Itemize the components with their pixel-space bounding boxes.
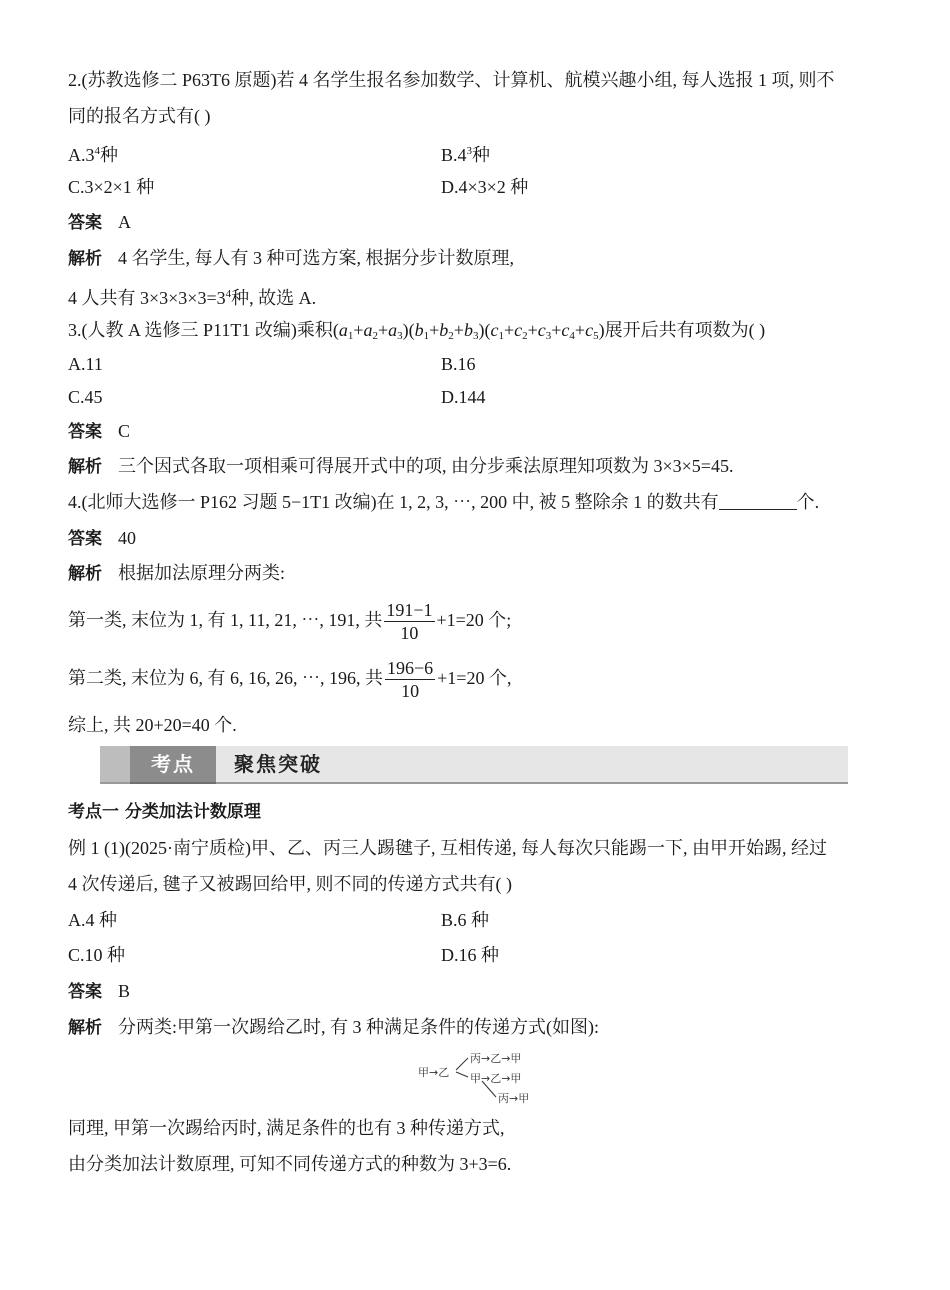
answer-label: 答案 [68,422,102,442]
q4-stem [68,490,819,514]
tree-connector [456,1058,468,1070]
banner-tag: 考点 [130,746,216,784]
q4-summary: 综上, 共 20+20=40 个. [68,715,237,735]
analysis-label: 解析 [68,457,102,477]
q3-option-c: C.45 [68,387,103,407]
q3-option-b: B.16 [441,354,476,374]
q2-option-a-exponent: 4 [94,145,100,157]
analysis-text: 4 名学生, 每人有 3 种可选方案, 根据分步计数原理, [118,248,514,268]
q2-option-b-exponent: 3 [466,145,473,157]
tree-branch-2: 甲→乙→甲 [470,1072,522,1085]
q2-answer [68,210,131,235]
q4-class2 [68,652,511,704]
fraction-numerator: 191−1 [386,600,433,621]
q4-answer [68,526,136,551]
tree-branch-3: 丙→甲 [498,1092,530,1105]
q3-stem: 3.(人教 A 选修三 P11T1 改编)乘积$(a_1+a_2+a_3)(b_1+b_2+b_3)(c_1+c_2+c_3+c_4+c_5)$展开后共有项数为( ) [68,320,766,342]
q3-stem-post: )展开后共有项数为( ) [598,320,766,340]
section-heading: 考点一 分类加法计数原理 [68,802,261,822]
ex1-answer [68,979,130,1004]
q2-option-c: C.3×2×1 种 [68,177,155,197]
q2-option-d: D.4×3×2 种 [441,177,529,197]
q2-option-a-base: A.3 [68,145,95,165]
fraction-denominator: 10 [400,623,419,644]
class1-text: 第一类, 末位为 1, 有 1, 11, 21, ⋯, 191, 共 [68,610,383,630]
banner-accent [100,746,130,782]
fraction-numerator: 196−6 [387,658,434,679]
q4-stem-pre: 4.(北师大选修一 P162 习题 5−1T1 改编)在 1, 2, 3, ⋯, 200 中, 被 5 整除余 1 的数共有 [68,492,719,512]
section-banner [100,746,850,786]
class1-fraction [384,599,434,644]
q4-analysis-line1 [68,561,285,586]
q4-stem-post: 个. [796,492,820,512]
analysis-text: 种, 故选 A. [231,288,317,308]
analysis-text: 分两类:甲第一次踢给乙时, 有 3 种满足条件的传递方式(如图): [118,1017,599,1037]
analysis-label: 解析 [68,1018,102,1038]
analysis-exponent: 4 [225,288,232,300]
answer-label: 答案 [68,529,102,549]
q3-analysis [68,454,733,479]
answer-label: 答案 [68,982,102,1002]
banner-title: 聚焦突破 [234,752,322,776]
answer-value: C [118,421,131,441]
q2-option-a-unit: 种 [100,145,118,165]
q2-analysis-line2 [68,282,316,310]
tree-branch-1: 丙→乙→甲 [470,1052,522,1065]
ex1-stem-line2: 4 次传递后, 毽子又被踢回给甲, 则不同的传递方式共有( ) [68,874,512,894]
answer-blank [719,491,797,510]
q2-analysis-line1 [68,246,514,271]
answer-value: B [118,981,131,1001]
ex1-analysis-line2: 同理, 甲第一次踢给丙时, 满足条件的也有 3 种传递方式, [68,1118,505,1138]
class2-text-post: +1=20 个, [437,668,512,688]
class1-text-post: +1=20 个; [436,610,512,630]
q2-option-a [68,139,118,167]
ex1-option-b: B.6 种 [441,910,490,930]
answer-value: A [118,212,131,232]
tree-root: 甲→乙 [418,1066,450,1079]
ex1-stem-line1: 例 1 (1)(2025·南宁质检)甲、乙、丙三人踢毽子, 互相传递, 每人每次只能踢一下, 由甲开始踢, 经过 [68,838,827,858]
passing-tree-diagram [418,1050,548,1106]
q2-stem-line1: 2.(苏教选修二 P63T6 原题)若 4 名学生报名参加数学、计算机、航模兴趣小组, 每人选报 1 项, 则不 [68,70,835,90]
q2-stem-line2: 同的报名方式有( ) [68,106,211,126]
q3-option-d: D.144 [441,387,486,407]
q3-stem-pre: 3.(人教 A 选修三 P11T1 改编)乘积( [68,320,339,340]
q2-option-b-base: B.4 [441,145,467,165]
ex1-option-d: D.16 种 [441,945,499,965]
q3-option-a: A.11 [68,354,103,374]
answer-value: 40 [118,528,136,548]
tree-connector-lines [418,1050,548,1106]
analysis-label: 解析 [68,249,102,269]
ex1-analysis-line1 [68,1015,599,1040]
ex1-option-a: A.4 种 [68,910,117,930]
ex1-option-c: C.10 种 [68,945,126,965]
ex1-analysis-line3: 由分类加法计数原理, 可知不同传递方式的种数为 3+3=6. [68,1154,512,1174]
tree-connector [456,1072,468,1077]
analysis-text: 根据加法原理分两类: [118,563,286,583]
q3-answer [68,419,130,444]
class2-text: 第二类, 末位为 6, 有 6, 16, 26, ⋯, 196, 共 [68,668,383,688]
q2-option-b-unit: 种 [472,145,491,165]
answer-label: 答案 [68,213,102,233]
analysis-text: 三个因式各取一项相乘可得展开式中的项, 由分步乘法原理知项数为 3×3×5=45. [118,456,734,476]
analysis-label: 解析 [68,564,102,584]
class2-fraction [385,657,435,702]
q2-option-b [441,139,490,167]
analysis-text: 4 人共有 3×3×3×3=3 [68,288,226,308]
q4-class1 [68,594,511,646]
tree-connector [482,1081,496,1097]
fraction-denominator: 10 [401,681,420,702]
